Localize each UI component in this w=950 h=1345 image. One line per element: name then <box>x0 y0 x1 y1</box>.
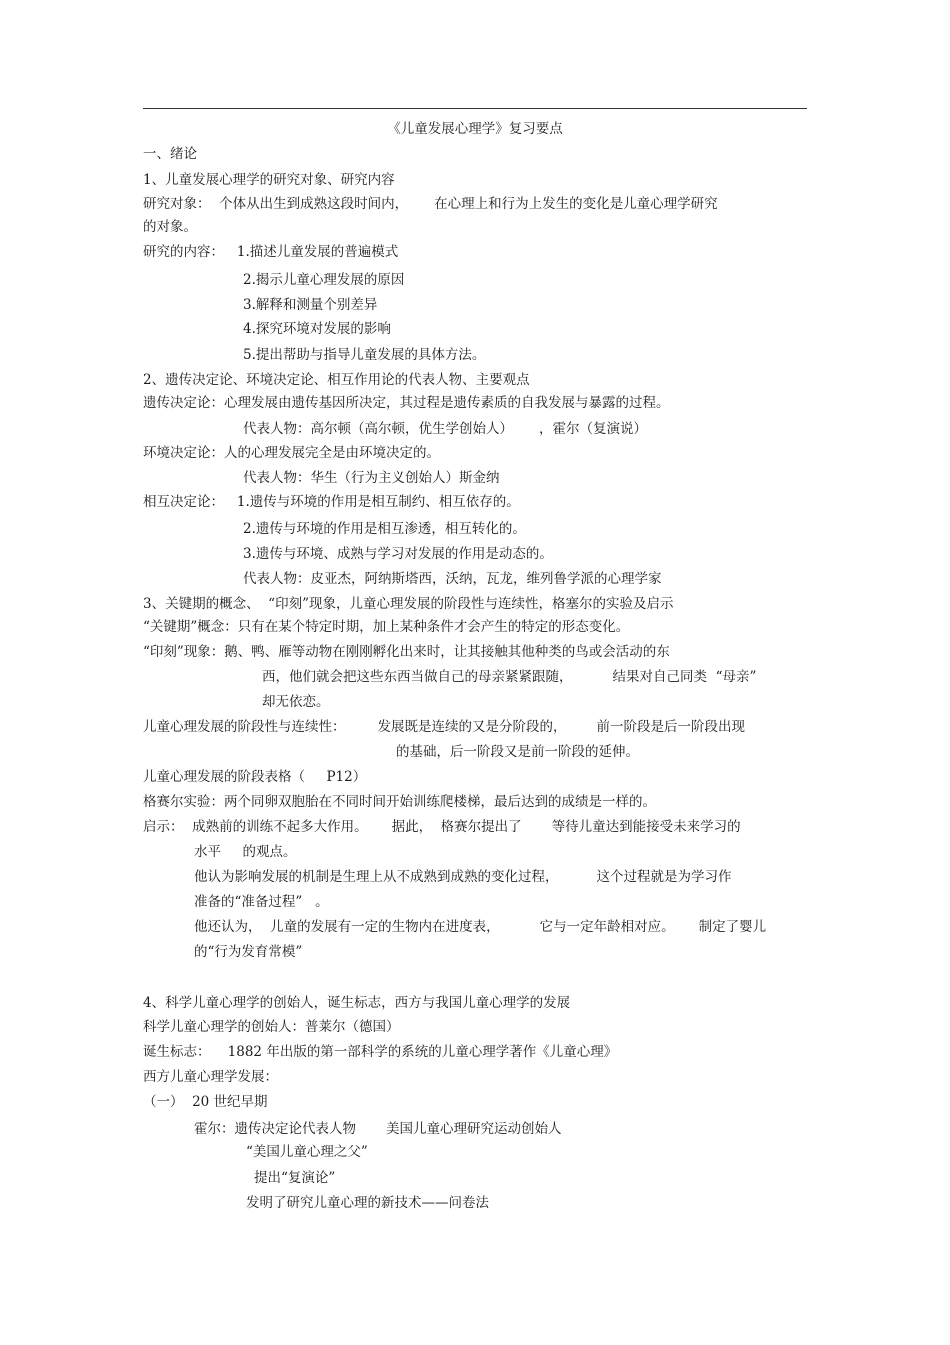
text-line: 诞生标志： 1882 年出版的第一部科学的系统的儿童心理学著作《儿童心理》 <box>143 1044 618 1060</box>
header-rule <box>143 108 807 109</box>
text-line: 准备的“准备过程” 。 <box>194 894 329 910</box>
text-line: “美国儿童心理之父” <box>246 1144 368 1160</box>
text-line <box>262 671 756 685</box>
subsection-heading: 2、遗传决定论、环境决定论、相互作用论的代表人物、主要观点 <box>143 372 530 388</box>
text-line: 代表人物：华生（行为主义创始人）斯金纳 <box>243 470 500 486</box>
text-line: 水平 的观点。 <box>194 844 297 860</box>
section-heading: 一、绪论 <box>143 146 197 162</box>
text-segment: 在心理上和行为上发生的变化是儿童心理学研究 <box>434 196 718 212</box>
text-segment: 他认为影响发展的机制是生理上从不成熟到成熟的变化过程， <box>194 869 559 885</box>
text-line: 的基础，后一阶段又是前一阶段的延伸。 <box>396 744 639 760</box>
text-line: “关键期”概念：只有在某个特定时期，加上某种条件才会产生的特定的形态变化。 <box>143 619 630 635</box>
text-line: 环境决定论：人的心理发展完全是由环境决定的。 <box>143 445 440 461</box>
text-line <box>143 721 745 735</box>
list-item: 4.探究环境对发展的影响 <box>243 321 391 337</box>
text-line: 却无依恋。 <box>262 694 330 710</box>
text-segment: 等待儿童达到能接受未来学习的 <box>551 819 741 835</box>
text-line: 遗传决定论：心理发展由遗传基因所决定，其过程是遗传素质的自我发展与暴露的过程。 <box>143 395 670 411</box>
text-segment: 美国儿童心理研究运动创始人 <box>386 1121 562 1137</box>
text-segment: 前一阶段是后一阶段出现 <box>596 719 745 735</box>
text-segment: 这个过程就是为学习作 <box>596 869 732 885</box>
text-segment: 霍尔：遗传决定论代表人物 <box>194 1121 356 1137</box>
text-segment: 据此， 格赛尔提出了 <box>391 819 522 835</box>
text-line <box>143 198 718 212</box>
text-segment: 它与一定年龄相对应。 <box>539 919 675 935</box>
list-item: 2.遗传与环境的作用是相互渗透，相互转化的。 <box>243 521 526 537</box>
text-segment: 代表人物：高尔顿（高尔顿，优生学创始人） <box>243 421 513 437</box>
text-segment: 结果对自己同类 “母亲” <box>612 669 757 685</box>
text-line: （一） 20 世纪早期 <box>143 1094 268 1110</box>
text-line: 格赛尔实验：两个同卵双胞胎在不同时间开始训练爬楼梯，最后达到的成绩是一样的。 <box>143 794 656 810</box>
text-line: 研究的内容： 1.描述儿童发展的普遍模式 <box>143 244 399 260</box>
text-line: 相互决定论： 1.遗传与环境的作用是相互制约、相互依存的。 <box>143 494 520 510</box>
text-line: 儿童心理发展的阶段表格（ P12） <box>143 769 367 785</box>
text-segment: 发展既是连续的又是分阶段的， <box>377 719 567 735</box>
text-line: 发明了研究儿童心理的新技术——问卷法 <box>246 1195 489 1211</box>
list-item: 3.遗传与环境、成熟与学习对发展的作用是动态的。 <box>243 546 553 562</box>
text-line <box>194 921 766 935</box>
text-segment: 制定了婴儿 <box>698 919 767 935</box>
text-segment: 儿童心理发展的阶段性与连续性： <box>143 719 346 735</box>
text-line: 的对象。 <box>143 219 197 235</box>
text-segment: 研究对象： 个体从出生到成熟这段时间内， <box>143 196 409 212</box>
text-segment: 他还认为， 儿童的发展有一定的生物内在进度表， <box>194 919 500 935</box>
text-line: “印刻”现象：鹅、鸭、雁等动物在刚刚孵化出来时，让其接触其他种类的鸟或会活动的东 <box>143 644 670 660</box>
text-line: 西方儿童心理学发展： <box>143 1069 278 1085</box>
subsection-heading: 4、科学儿童心理学的创始人，诞生标志，西方与我国儿童心理学的发展 <box>143 995 571 1011</box>
list-item: 2.揭示儿童心理发展的原因 <box>243 272 405 288</box>
text-line <box>194 1123 562 1137</box>
text-segment: 西，他们就会把这些东西当做自己的母亲紧紧跟随， <box>262 669 573 685</box>
list-item: 3.解释和测量个别差异 <box>243 297 378 313</box>
subsection-heading: 3、关键期的概念、 “印刻”现象，儿童心理发展的阶段性与连续性，格塞尔的实验及启示 <box>143 596 674 612</box>
text-line: 代表人物：皮亚杰，阿纳斯塔西，沃纳，瓦龙，维列鲁学派的心理学家 <box>243 571 662 587</box>
text-line: 科学儿童心理学的创始人：普莱尔（德国） <box>143 1019 400 1035</box>
text-segment: 启示： 成熟前的训练不起多大作用。 <box>143 819 368 835</box>
text-line <box>143 821 741 835</box>
subsection-heading: 1、儿童发展心理学的研究对象、研究内容 <box>143 172 395 188</box>
text-line <box>194 871 732 885</box>
page-title: 《儿童发展心理学》复习要点 <box>387 121 563 137</box>
list-item: 5.提出帮助与指导儿童发展的具体方法。 <box>243 347 486 363</box>
text-segment: ，霍尔（复演说） <box>539 421 647 437</box>
text-line: 的“行为发育常模” <box>194 944 303 960</box>
text-line <box>243 423 647 437</box>
text-line: 提出“复演论” <box>254 1170 336 1186</box>
